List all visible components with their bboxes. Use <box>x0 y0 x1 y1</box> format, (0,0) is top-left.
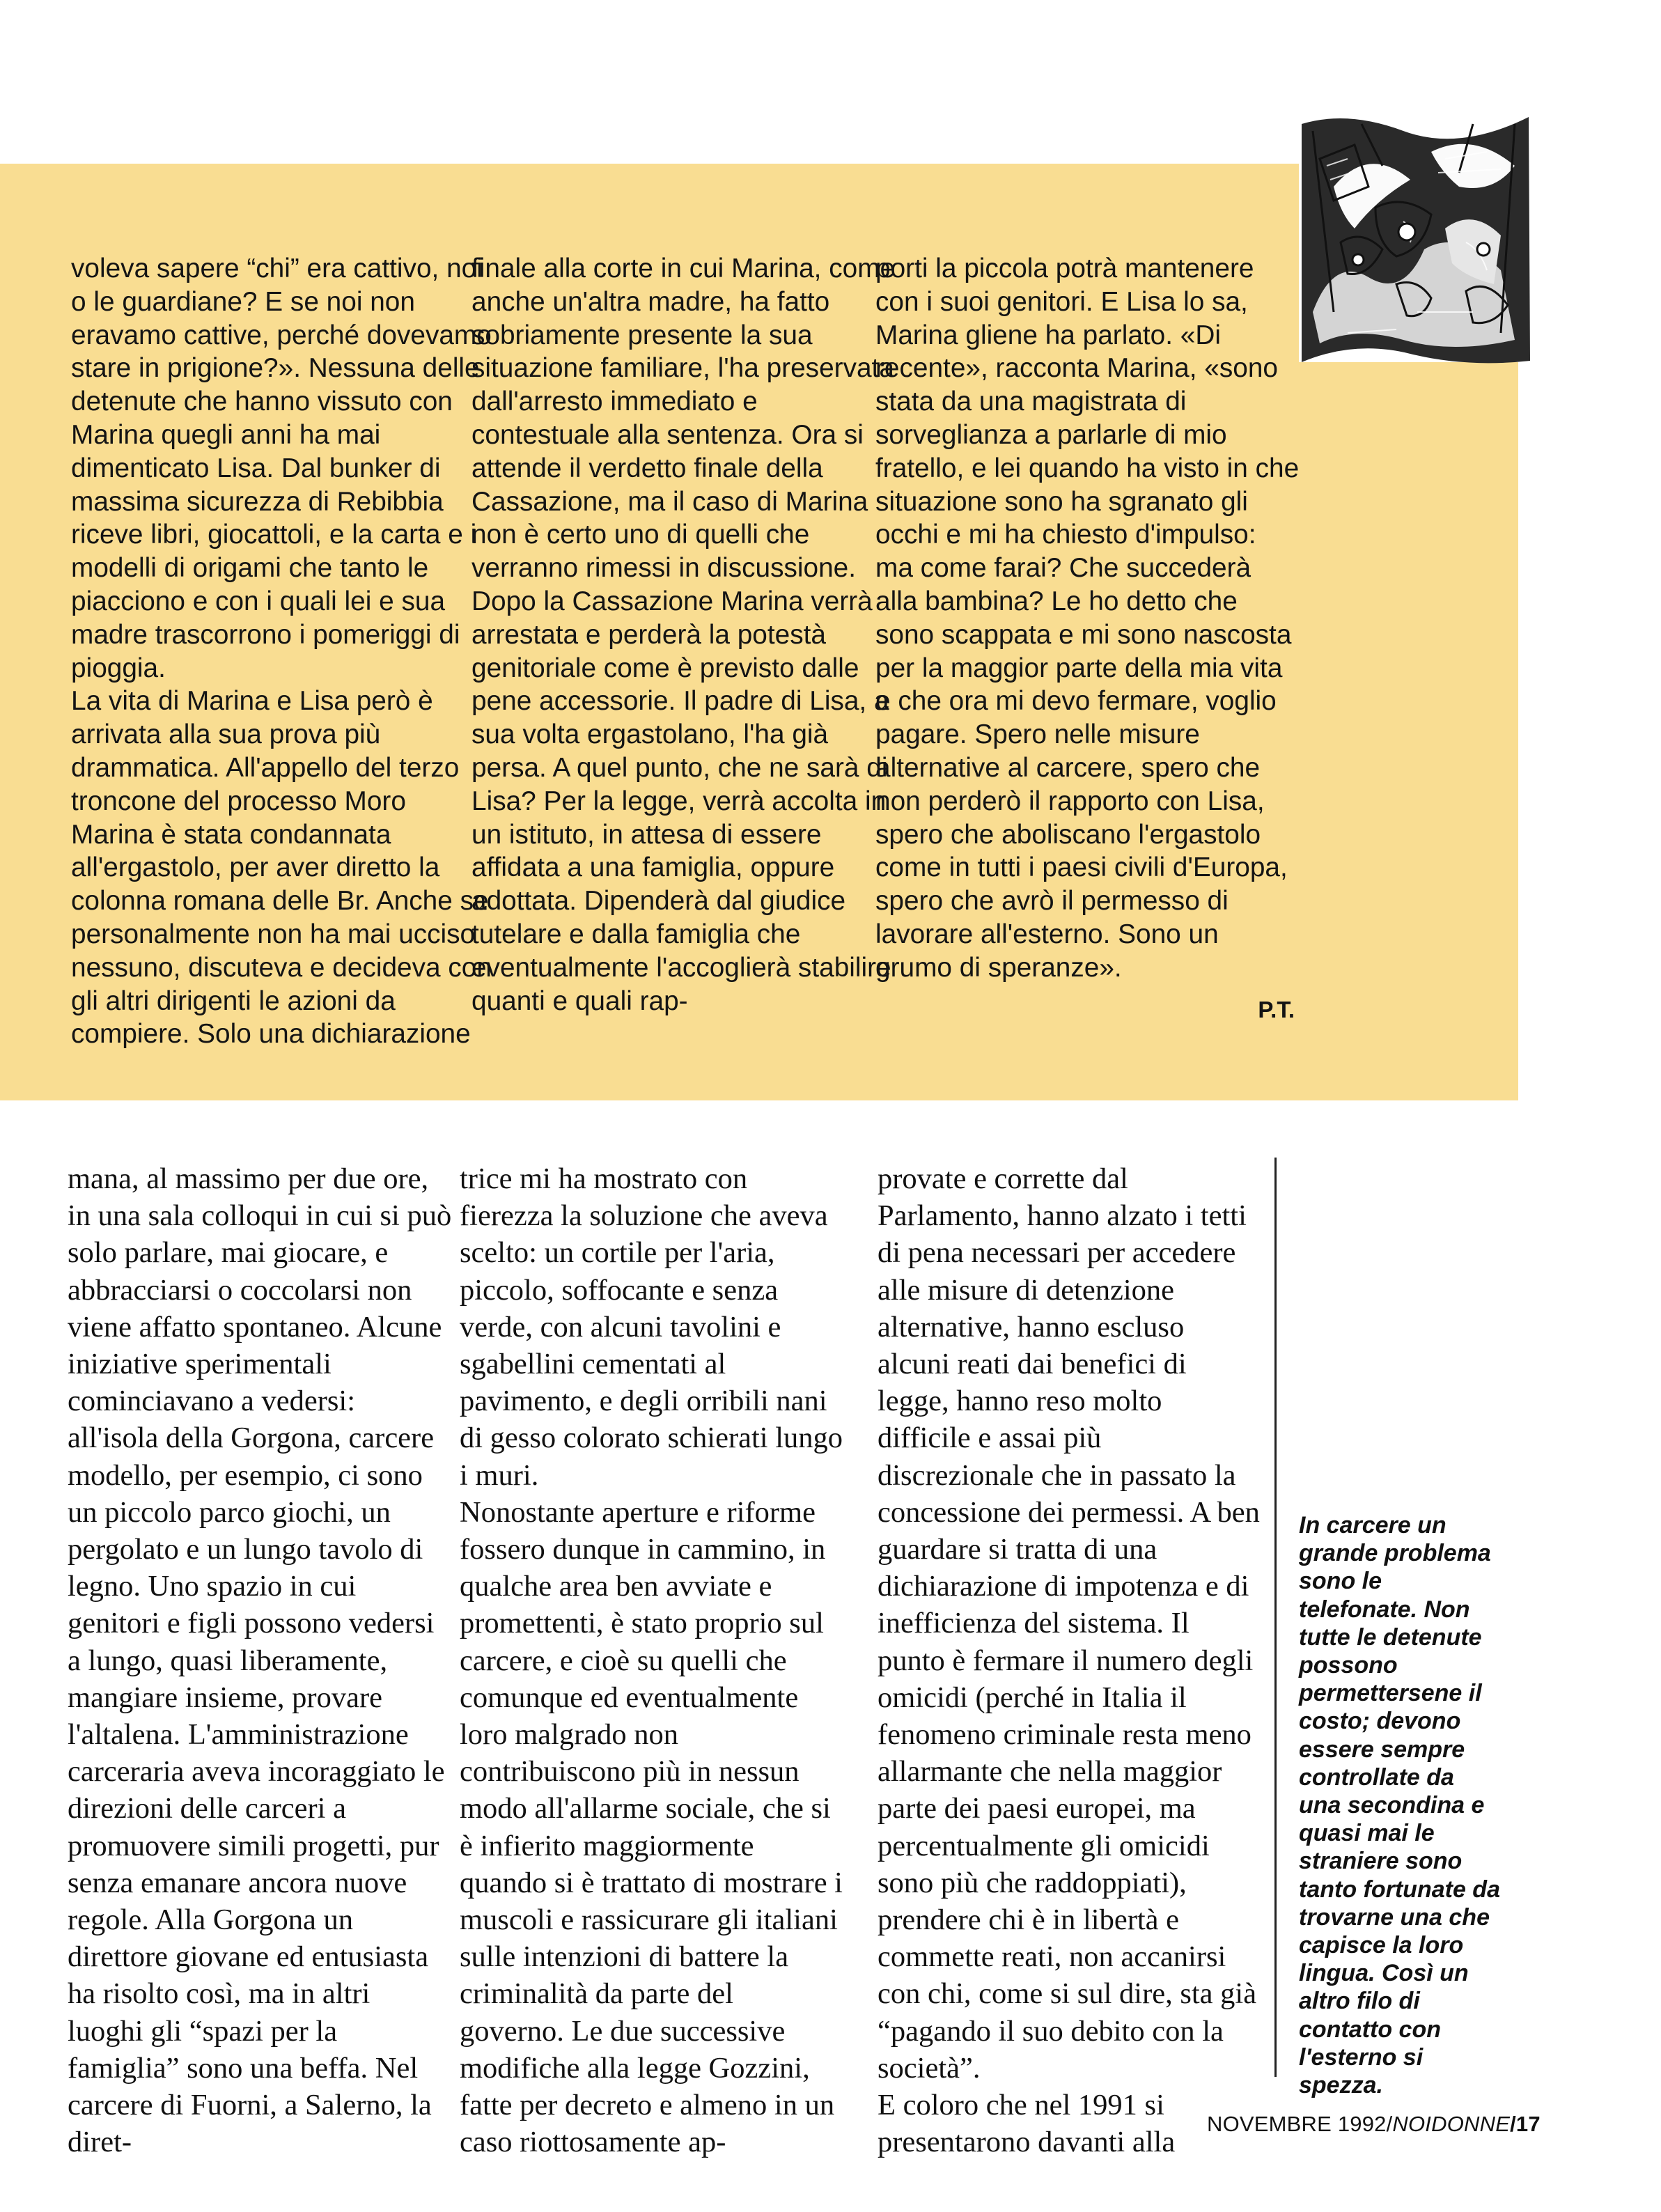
body-paragraph: trice mi ha mostrato con fierezza la soluzione che aveva scelto: un cortile per l'aria, piccolo, soffocante e senza verde, con alcuni tavolini e sgabellini cementati al pavimento, e degli orribili nani di gesso colorato schierati lungo i muri. <box>460 1162 843 1492</box>
folio-date: NOVEMBRE 1992/ <box>1207 2112 1393 2136</box>
body-paragraph: E coloro che nel 1991 si presentarono davanti alla <box>878 2089 1176 2159</box>
box-paragraph: voleva sapere “chi” era cattivo, noi o le guardiane? E se noi non eravamo cattive, perché dovevamo stare in prigione?». Nessuna delle detenute che hanno vissuto con Marina quegli anni ha mai dimenticato Lisa. Dal bunker di massima sicurezza di Rebibbia riceve libri, giocattoli, e la carta e i modelli di origami che tanto le piacciono e con i quali lei e sua madre trascorrono i pomeriggi di pioggia. <box>71 254 492 683</box>
pull-quote-sidebar: In carcere un grande problema sono le telefonate. Non tutte le detenute possono permettersene il costo; devono essere sempre controllate da una secondina e quasi mai le straniere sono tanto fortunate da trovarne una che capisce la loro lingua. Così un altro filo di contatto con l'esterno si spezza. <box>1299 1512 1500 2099</box>
box-column-1 <box>71 252 496 1051</box>
body-column-1 <box>68 1160 452 2160</box>
page-folio <box>1207 2112 1541 2137</box>
column-divider <box>1274 1158 1277 2077</box>
woodcut-illustration <box>1292 103 1544 378</box>
box-paragraph: La vita di Marina e Lisa però è arrivata alla sua prova più drammatica. All'appello del terzo troncone del processo Moro Marina è stata condannata all'ergastolo, per aver diretto la colonna romana delle Br. Anche se personalmente non ha mai ucciso nessuno, discuteva e decideva con gli altri dirigenti le azioni da compiere. Solo una dichiarazione <box>71 686 492 1050</box>
box-paragraph: finale alla corte in cui Marina, come anche un'altra madre, ha fatto sobriamente presente la sua situazione familiare, l'ha preservata dall'arresto immediato e contestuale alla sentenza. Ora si attende il verdetto finale della Cassazione, ma il caso di Marina non è certo uno di quelli che verranno rimessi in discussione. Dopo la Cassazione Marina verrà arrestata e perderà la potestà genitoriale come è previsto dalle pene accessorie. Il padre di Lisa, a sua volta ergastolano, l'ha già persa. A quel punto, che ne sarà di Lisa? Per la legge, verrà accolta in un istituto, in attesa di essere affidata a una famiglia, oppure adottata. Dipenderà dal giudice tutelare e dalla famiglia che eventualmente l'accoglierà stabilire quanti e quali rap- <box>471 254 896 1016</box>
box-column-3 <box>875 252 1300 1026</box>
folio-page-number: /17 <box>1510 2112 1541 2136</box>
folio-magazine: NOIDONNE <box>1392 2112 1511 2136</box>
box-paragraph: porti la piccola potrà mantenere con i suoi genitori. E Lisa lo sa, Marina gliene ha parlato. «Di recente», racconta Marina, «sono stata da una magistrata di sorveglianza a parlarle di mio fratello, e lei quando ha visto in che situazione sono ha sgranato gli occhi e mi ha chiesto d'impulso: ma come farai? Che succederà alla bambina? Le ho detto che sono scappata e mi sono nascosta per la maggior parte della mia vita e che ora mi devo fermare, voglio pagare. Spero nelle misure alternative al carcere, spero che non perderò il rapporto con Lisa, spero che aboliscano l'ergastolo come in tutti i paesi civili d'Europa, spero che avrò il permesso di lavorare all'esterno. Sono un grumo di speranze». <box>875 254 1300 983</box>
box-column-2 <box>471 252 896 1018</box>
body-column-2 <box>460 1160 844 2160</box>
body-paragraph: mana, al massimo per due ore, in una sala colloqui in cui si può solo parlare, mai giocare, e abbracciarsi o coccolarsi non viene affatto spontaneo. Alcune iniziative sperimentali cominciavano a vedersi: all'isola della Gorgona, carcere modello, per esempio, ci sono un piccolo parco giochi, un pergolato e un lungo tavolo di legno. Uno spazio in cui genitori e figli possono vedersi a lungo, quasi liberamente, mangiare insieme, provare l'altalena. L'amministrazione carceraria aveva incoraggiato le direzioni delle carceri a promuovere simili progetti, pur senza emanare ancora nuove regole. Alla Gorgona un direttore giovane ed entusiasta ha risolto così, ma in altri luoghi gli “spazi per la famiglia” sono una beffa. Nel carcere di Fuorni, a Salerno, la diret- <box>68 1162 452 2159</box>
body-paragraph: provate e corrette dal Parlamento, hanno alzato i tetti di pena necessari per accedere alle misure di detenzione alternative, hanno escluso alcuni reati dai benefici di legge, hanno reso molto difficile e assai più discrezionale che in passato la concessione dei permessi. A ben guardare si tratta di una dichiarazione di impotenza e di inefficienza del sistema. Il punto è fermare il numero degli omicidi (perché in Italia il fenomeno criminale resta meno allarmante che nella maggior parte dei paesi europei, ma percentualmente gli omicidi sono più che raddoppiati), prendere chi è in libertà e commette reati, non accanirsi con chi, come si sul dire, sta già “pagando il suo debito con la società”. <box>878 1162 1260 2085</box>
body-column-3 <box>878 1160 1262 2160</box>
body-paragraph: Nonostante aperture e riforme fossero dunque in cammino, in qualche area ben avviate e promettenti, è stato proprio sul carcere, e cioè su quelli che comunque ed eventualmente loro malgrado non contribuiscono più in nessun modo all'allarme sociale, che si è infierito maggiormente quando si è trattato di mostrare i muscoli e rassicurare gli italiani sulle intenzioni di battere la criminalità da parte del governo. Le due successive modifiche alla legge Gozzini, fatte per decreto e almeno in un caso riottosamente ap- <box>460 1495 843 2159</box>
author-initials: P.T. <box>1258 996 1295 1022</box>
